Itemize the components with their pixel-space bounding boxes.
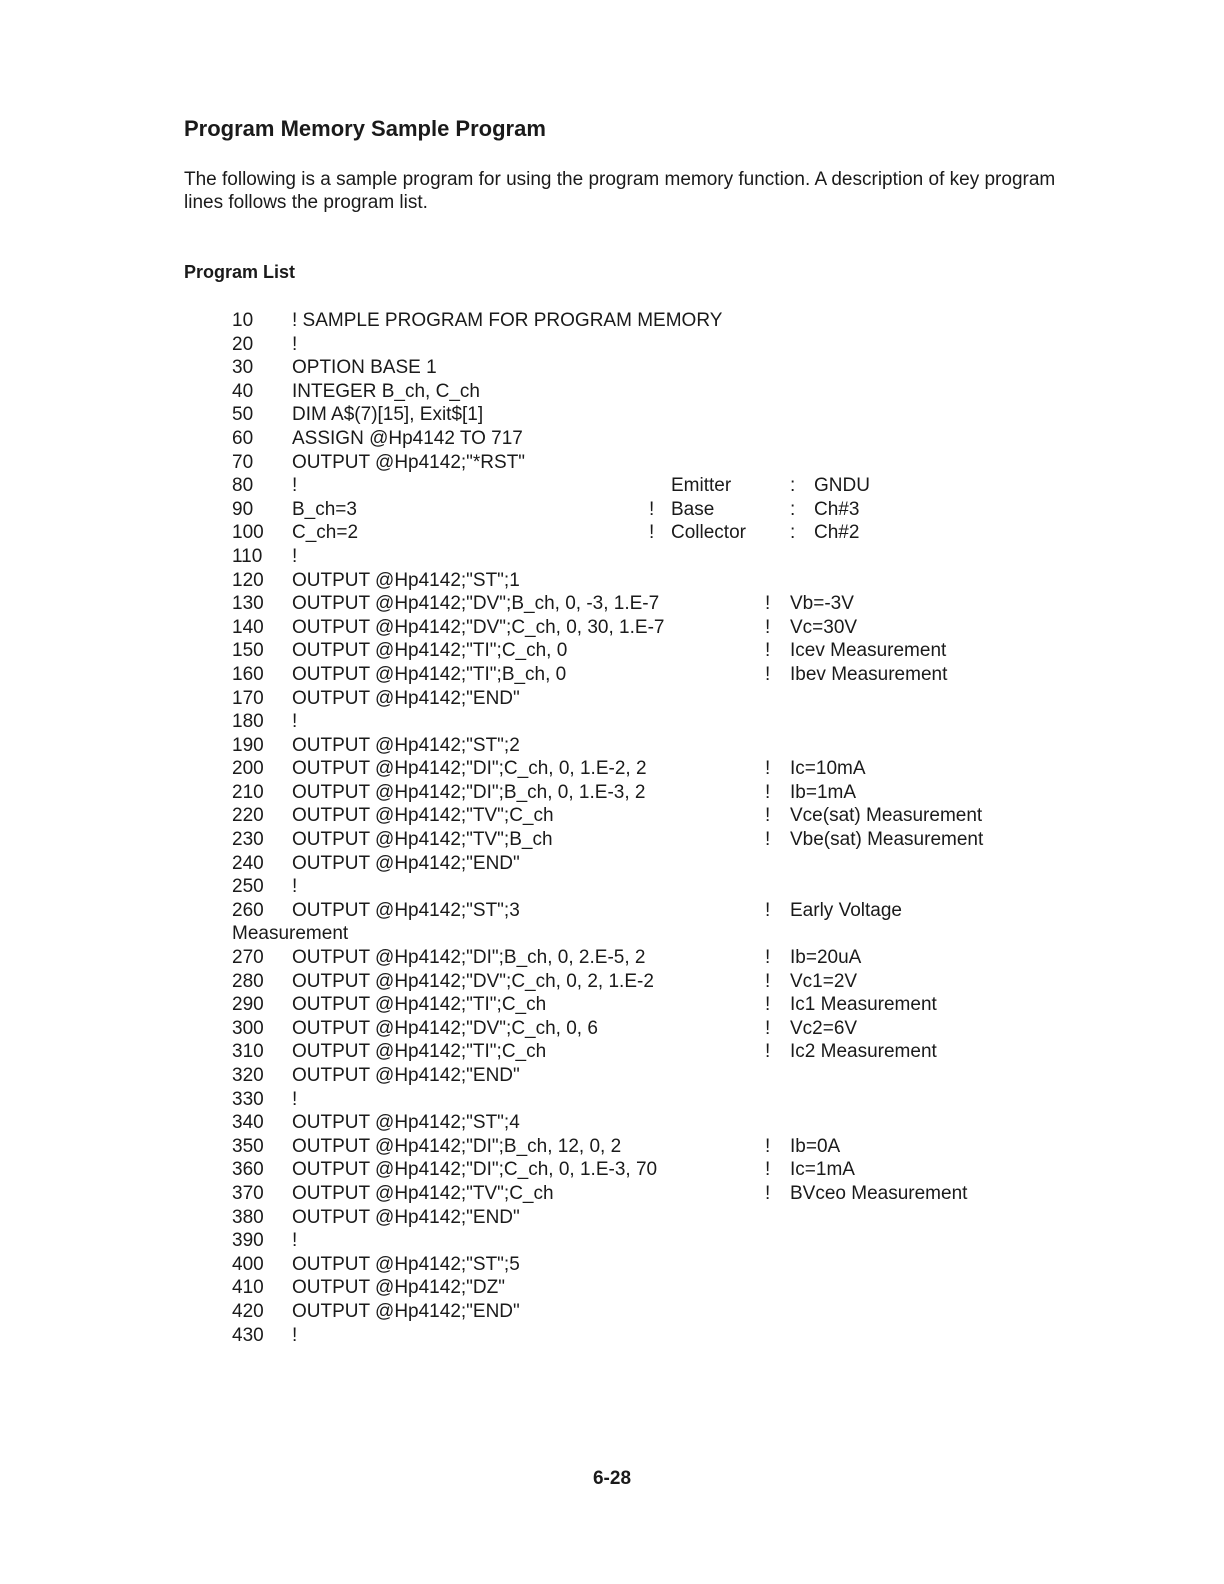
program-line (232, 1159, 1032, 1183)
line-comment: Vc1=2V (790, 970, 858, 992)
colon-separator: : (790, 522, 796, 544)
page-number: 6-28 (592, 1468, 632, 1489)
colon-separator: : (790, 498, 796, 520)
line-code: OUTPUT @Hp4142;"TI";C_ch, 0 (292, 640, 568, 662)
line-number: 200 (232, 758, 264, 780)
program-line (232, 1254, 1032, 1278)
comment-marker: ! (765, 1182, 771, 1204)
line-number: 190 (232, 734, 264, 756)
line-comment: Vc=30V (790, 616, 858, 638)
program-line (232, 829, 1032, 853)
line-number: 310 (232, 1041, 264, 1063)
program-line (232, 971, 1032, 995)
line-comment: Ic2 Measurement (790, 1041, 937, 1063)
line-code: OUTPUT @Hp4142;"DI";C_ch, 0, 1.E-3, 70 (292, 1159, 658, 1181)
line-number: 380 (232, 1206, 264, 1228)
program-line (232, 805, 1032, 829)
line-comment: Ibev Measurement (790, 663, 948, 685)
line-comment: Vb=-3V (790, 593, 854, 615)
line-comment: Ic=1mA (790, 1159, 855, 1181)
line-number: 20 (232, 333, 254, 355)
program-line (232, 923, 1032, 947)
line-number: 390 (232, 1230, 264, 1252)
line-number: 150 (232, 640, 264, 662)
channel-value: GNDU (814, 475, 870, 497)
comment-marker: ! (765, 970, 771, 992)
program-line (232, 617, 1032, 641)
line-comment: Ib=1mA (790, 781, 857, 803)
program-line (232, 711, 1032, 735)
line-comment: Early Voltage (790, 899, 902, 921)
line-number: 400 (232, 1253, 264, 1275)
line-number: 410 (232, 1277, 264, 1299)
comment-marker: ! (765, 758, 771, 780)
program-line (232, 1325, 1032, 1349)
line-number: 420 (232, 1300, 264, 1322)
program-line (232, 1041, 1032, 1065)
line-number: 370 (232, 1182, 264, 1204)
line-code: OUTPUT @Hp4142;"ST";1 (292, 569, 520, 591)
program-line (232, 640, 1032, 664)
program-line (232, 947, 1032, 971)
line-number: 430 (232, 1324, 264, 1346)
program-line (232, 404, 1032, 428)
terminal-name: Emitter (671, 475, 732, 497)
line-number: 40 (232, 380, 254, 402)
line-comment: Vbe(sat) Measurement (790, 829, 984, 851)
line-code: OUTPUT @Hp4142;"ST";4 (292, 1112, 520, 1134)
program-line (232, 1277, 1032, 1301)
program-line (232, 782, 1032, 806)
line-code: Measurement (232, 923, 349, 945)
program-line (232, 381, 1032, 405)
program-line (232, 570, 1032, 594)
line-code: OUTPUT @Hp4142;"END" (292, 1065, 520, 1086)
program-line (232, 475, 1032, 499)
program-line (232, 1136, 1032, 1160)
line-number: 80 (232, 475, 254, 497)
line-code: OUTPUT @Hp4142;"END" (292, 1206, 520, 1228)
program-line (232, 1018, 1032, 1042)
program-line (232, 546, 1032, 570)
line-code: OUTPUT @Hp4142;"*RST" (292, 451, 526, 473)
line-number: 60 (232, 427, 254, 449)
program-line (232, 1301, 1032, 1325)
program-line (232, 1112, 1032, 1136)
line-code: ! (292, 475, 298, 497)
line-code: OUTPUT @Hp4142;"TV";B_ch (292, 829, 553, 851)
line-comment: BVceo Measurement (790, 1182, 968, 1204)
line-number: 360 (232, 1159, 264, 1181)
line-number: 340 (232, 1112, 264, 1134)
line-code: C_ch=2 (292, 522, 359, 544)
program-line (232, 1183, 1032, 1207)
line-number: 160 (232, 663, 264, 685)
line-number: 260 (232, 899, 264, 921)
line-code: ASSIGN @Hp4142 TO 717 (292, 427, 523, 449)
line-code: ! (292, 711, 298, 733)
line-number: 230 (232, 829, 264, 851)
line-number: 130 (232, 593, 264, 615)
line-code: ! (292, 333, 298, 355)
line-number: 320 (232, 1065, 264, 1086)
line-number: 290 (232, 994, 264, 1016)
line-number: 50 (232, 404, 254, 426)
line-number: 250 (232, 876, 264, 898)
comment-marker: ! (765, 616, 771, 638)
line-code: OUTPUT @Hp4142;"DV";B_ch, 0, -3, 1.E-7 (292, 593, 660, 615)
comment-marker: ! (765, 781, 771, 803)
line-number: 270 (232, 947, 264, 969)
line-number: 30 (232, 357, 254, 379)
line-code: OUTPUT @Hp4142;"DZ" (292, 1277, 505, 1299)
line-comment: Vce(sat) Measurement (790, 805, 983, 827)
program-line (232, 428, 1032, 452)
program-line (232, 758, 1032, 782)
terminal-name: Collector (671, 522, 746, 544)
line-code: ! SAMPLE PROGRAM FOR PROGRAM MEMORY (292, 310, 723, 331)
line-code: OUTPUT @Hp4142;"ST";2 (292, 734, 520, 756)
program-line (232, 735, 1032, 759)
program-line (232, 1230, 1032, 1254)
line-number: 220 (232, 805, 264, 827)
line-code: ! (292, 1324, 298, 1346)
line-number: 90 (232, 498, 254, 520)
line-number: 140 (232, 616, 264, 638)
line-comment: Ic=10mA (790, 758, 866, 780)
program-line (232, 357, 1032, 381)
line-code: OUTPUT @Hp4142;"DV";C_ch, 0, 6 (292, 1017, 598, 1039)
line-number: 120 (232, 569, 264, 591)
comment-marker: ! (765, 640, 771, 662)
line-code: ! (292, 1088, 298, 1110)
comment-marker: ! (765, 805, 771, 827)
line-code: OUTPUT @Hp4142;"ST";5 (292, 1253, 520, 1275)
line-code: OUTPUT @Hp4142;"DI";B_ch, 12, 0, 2 (292, 1135, 622, 1157)
line-code: ! (292, 1230, 298, 1252)
terminal-name: Base (671, 498, 715, 520)
line-code: ! (292, 876, 298, 898)
line-code: INTEGER B_ch, C_ch (292, 380, 480, 402)
program-line (232, 334, 1032, 358)
colon-separator: : (790, 475, 796, 497)
program-line (232, 310, 1032, 334)
line-number: 300 (232, 1017, 264, 1039)
program-line (232, 853, 1032, 877)
program-line (232, 1089, 1032, 1113)
comment-marker: ! (765, 994, 771, 1016)
comment-marker: ! (765, 899, 771, 921)
line-comment: Ib=0A (790, 1135, 841, 1157)
line-code: OUTPUT @Hp4142;"TV";C_ch (292, 1182, 554, 1204)
program-line (232, 900, 1032, 924)
line-code: ! (292, 545, 298, 567)
line-number: 330 (232, 1088, 264, 1110)
line-code: OUTPUT @Hp4142;"TI";C_ch (292, 994, 547, 1016)
line-code: OUTPUT @Hp4142;"DI";B_ch, 0, 1.E-3, 2 (292, 781, 646, 803)
page-title: Program Memory Sample Program (184, 116, 546, 141)
comment-marker: ! (765, 663, 771, 685)
section-heading: Program List (184, 262, 296, 282)
line-code: OUTPUT @Hp4142;"DI";B_ch, 0, 2.E-5, 2 (292, 947, 646, 969)
intro-paragraph: The following is a sample program for using the program memory function. A description of key program lines follows the program list. (184, 169, 1056, 213)
comment-marker: ! (649, 498, 655, 520)
line-code: OUTPUT @Hp4142;"DV";C_ch, 0, 2, 1.E-2 (292, 970, 654, 992)
line-number: 350 (232, 1135, 264, 1157)
line-number: 110 (232, 545, 263, 567)
program-line (232, 994, 1032, 1018)
line-code: DIM A$(7)[15], Exit$[1] (292, 404, 484, 426)
line-code: OUTPUT @Hp4142;"ST";3 (292, 899, 520, 921)
line-code: OPTION BASE 1 (292, 357, 437, 379)
program-line (232, 522, 1032, 546)
line-code: OUTPUT @Hp4142;"END" (292, 1300, 520, 1322)
comment-marker: ! (649, 522, 655, 544)
line-number: 180 (232, 711, 264, 733)
line-comment: Vc2=6V (790, 1017, 858, 1039)
line-number: 240 (232, 852, 264, 874)
program-line (232, 664, 1032, 688)
channel-value: Ch#2 (814, 522, 860, 544)
program-line (232, 593, 1032, 617)
line-code: OUTPUT @Hp4142;"TI";C_ch (292, 1041, 547, 1063)
comment-marker: ! (765, 1159, 771, 1181)
comment-marker: ! (765, 829, 771, 851)
comment-marker: ! (765, 1041, 771, 1063)
line-code: OUTPUT @Hp4142;"TV";C_ch (292, 805, 554, 827)
line-code: OUTPUT @Hp4142;"TI";B_ch, 0 (292, 663, 567, 685)
comment-marker: ! (765, 947, 771, 969)
program-line (232, 452, 1032, 476)
line-comment: Ic1 Measurement (790, 994, 937, 1016)
program-listing (232, 310, 1032, 1348)
line-number: 70 (232, 451, 254, 473)
program-line (232, 1065, 1032, 1089)
channel-value: Ch#3 (814, 498, 860, 520)
line-code: OUTPUT @Hp4142;"END" (292, 852, 520, 874)
program-line (232, 499, 1032, 523)
comment-marker: ! (765, 1135, 771, 1157)
line-number: 210 (232, 781, 264, 803)
program-line (232, 1207, 1032, 1231)
line-code: OUTPUT @Hp4142;"END" (292, 687, 520, 709)
line-code: B_ch=3 (292, 498, 357, 520)
line-code: OUTPUT @Hp4142;"DV";C_ch, 0, 30, 1.E-7 (292, 616, 665, 638)
line-number: 100 (232, 522, 264, 544)
comment-marker: ! (765, 593, 771, 615)
line-code: OUTPUT @Hp4142;"DI";C_ch, 0, 1.E-2, 2 (292, 758, 647, 780)
line-comment: Icev Measurement (790, 640, 947, 662)
comment-marker: ! (765, 1017, 771, 1039)
program-line (232, 688, 1032, 712)
line-number: 280 (232, 970, 264, 992)
line-number: 10 (232, 310, 254, 331)
line-comment: Ib=20uA (790, 947, 862, 969)
line-number: 170 (232, 687, 264, 709)
program-line (232, 876, 1032, 900)
